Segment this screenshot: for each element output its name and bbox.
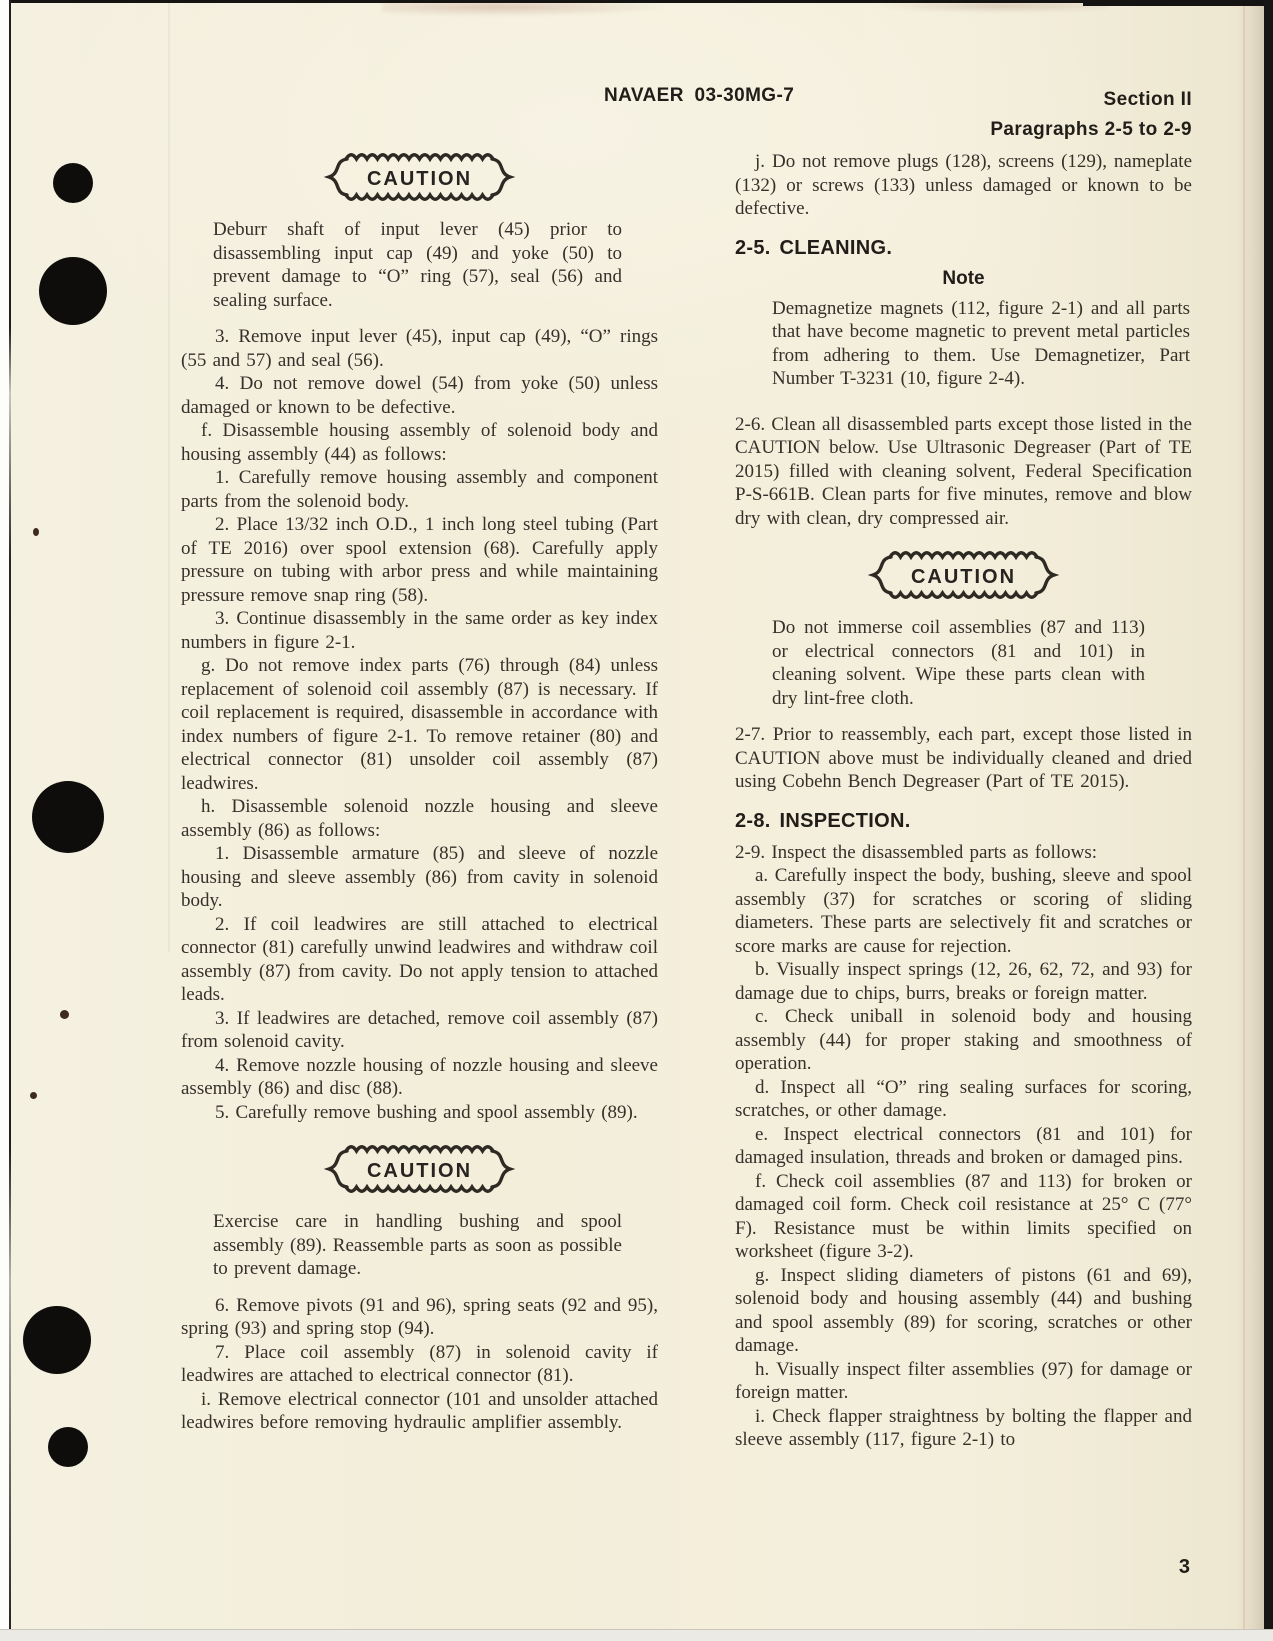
page-edge-shadow <box>1236 0 1266 1641</box>
paragraph: f. Check coil assemblies (87 and 113) for broken or damaged coil form. Check coil resistance at 25° C (77° F). Resistance must be within limits specified on worksheet (figure 3-2). <box>735 1170 1192 1262</box>
paragraph: i. Check flapper straightness by bolting the flapper and sleeve assembly (117, figure 2-1) to <box>735 1405 1192 1450</box>
scan-smudge <box>382 1 667 16</box>
section-label: Section II <box>1103 89 1192 110</box>
header-section-block <box>990 85 1192 145</box>
paragraph: 3. If leadwires are detached, remove coil assembly (87) from solenoid cavity. <box>181 1007 658 1052</box>
punch-hole <box>39 257 107 325</box>
ink-speck <box>30 1092 37 1099</box>
paragraph: g. Do not remove index parts (76) through (84) unless replacement of solenoid coil assembly (87) is necessary. If coil replacement is required, disassemble in accordance with index numbers of figure 2-1. To remove retainer (80) and electrical connector (81) unsolder coil assembly (87) leadwires. <box>181 655 658 794</box>
paragraph-range-label: Paragraphs 2-5 to 2-9 <box>990 119 1192 140</box>
scan-edge-top <box>1083 0 1273 6</box>
paragraph: 5. Carefully remove bushing and spool assembly (89). <box>215 1101 638 1123</box>
caution-text: Do not immerse coil assemblies (87 and 113) or electrical connectors (81 and 101) in cleaning solvent. Wipe these parts clean with dry lint-free cloth. <box>772 617 1145 709</box>
paragraph: 6. Remove pivots (91 and 96), spring seats (92 and 95), spring (93) and spring stop (94). <box>181 1294 658 1339</box>
ink-speck <box>60 1010 69 1019</box>
paragraph: 2-6. Clean all disassembled parts except those listed in the CAUTION below. Use Ultrasonic Degreaser (Part of TE 2015) filled with cleaning solvent, Federal Specification P-S-661B. Clean parts for five minutes, remove and blow dry with clean, dry compressed air. <box>735 413 1192 529</box>
punch-hole <box>53 163 93 203</box>
scan-edge-left <box>0 0 9 1641</box>
paragraph: i. Remove electrical connector (101 and unsolder attached leadwires before removing hydraulic amplifier assembly. <box>181 1388 658 1433</box>
paper-crease <box>168 0 170 952</box>
paragraph: 1. Disassemble armature (85) and sleeve of nozzle housing and sleeve assembly (86) from cavity in solenoid body. <box>181 843 658 911</box>
note-text: Demagnetize magnets (112, figure 2-1) and all parts that have become magnetic to prevent metal particles from adhering to them. Use Demagnetizer, Part Number T-3231 (10, figure 2-4). <box>772 297 1190 389</box>
note-heading: Note <box>942 267 985 289</box>
paragraph: 2. Place 13/32 inch O.D., 1 inch long steel tubing (Part of TE 2016) over spool extension (68). Carefully apply pressure on tubing with arbor press and while maintaining pressure remove snap ring (58). <box>181 514 658 606</box>
document-number: NAVAER 03-30MG-7 <box>604 85 795 106</box>
paragraph: c. Check uniball in solenoid body and housing assembly (44) for proper staking and smoothness of operation. <box>735 1006 1192 1074</box>
paragraph: 3. Continue disassembly in the same order as key index numbers in figure 2-1. <box>181 608 658 653</box>
caution-label: CAUTION <box>910 566 1017 588</box>
paragraph: 4. Remove nozzle housing of nozzle housing and sleeve assembly (86) and disc (88). <box>181 1054 658 1099</box>
paragraph: 2-7. Prior to reassembly, each part, except those listed in CAUTION above must be individually cleaned and dried using Cobehn Bench Degreaser (Part of TE 2015). <box>735 724 1192 792</box>
caution-box <box>868 546 1059 604</box>
paragraph: f. Disassemble housing assembly of solenoid body and housing assembly (44) as follows: <box>181 420 658 465</box>
caution-box-border <box>324 1140 515 1198</box>
paragraph: j. Do not remove plugs (128), screens (129), nameplate (132) or screws (133) unless damaged or known to be defective. <box>735 151 1192 219</box>
caution-text: Exercise care in handling bushing and spool assembly (89). Reassemble parts as soon as possible to prevent damage. <box>213 1211 622 1279</box>
caution-box-border <box>868 546 1059 604</box>
section-heading: 2-8. INSPECTION. <box>735 809 911 832</box>
left-column <box>181 146 658 1435</box>
paragraph: 3. Remove input lever (45), input cap (49), “O” rings (55 and 57) and seal (56). <box>181 326 658 371</box>
paragraph: d. Inspect all “O” ring sealing surfaces for scoring, scratches, or other damage. <box>735 1076 1192 1121</box>
scan-edge-right <box>1264 0 1273 1641</box>
caution-label: CAUTION <box>366 1160 473 1182</box>
paper-crease <box>1243 0 1245 1641</box>
caution-box <box>324 148 515 206</box>
paragraph: 2-9. Inspect the disassembled parts as follows: <box>735 841 1098 863</box>
paragraph: h. Visually inspect filter assemblies (97) for damage or foreign matter. <box>735 1358 1192 1403</box>
caution-box-border <box>324 148 515 206</box>
paragraph: a. Carefully inspect the body, bushing, sleeve and spool assembly (37) for scratches or scoring of sliding diameters. These parts are selectively fit and scratches or score marks are cause for rejection. <box>735 865 1192 957</box>
paragraph: 7. Place coil assembly (87) in solenoid cavity if leadwires are attached to electrical connector (81). <box>181 1341 658 1386</box>
ink-speck <box>33 528 39 536</box>
right-column <box>735 150 1192 1452</box>
section-heading: 2-5. CLEANING. <box>735 236 893 259</box>
paragraph: 4. Do not remove dowel (54) from yoke (50) unless damaged or known to be defective. <box>181 373 658 418</box>
paragraph: 1. Carefully remove housing assembly and component parts from the solenoid body. <box>181 467 658 512</box>
scan-edge-left-line <box>9 0 11 1641</box>
paragraph: g. Inspect sliding diameters of pistons (61 and 69), solenoid body and housing assembly (44) and bushing and spool assembly (89) for scoring, scratches or other damage. <box>735 1264 1192 1356</box>
caution-label: CAUTION <box>366 168 473 190</box>
page-number: 3 <box>1178 1556 1190 1578</box>
paragraph: e. Inspect electrical connectors (81 and 101) for damaged insulation, threads and broken or damaged pins. <box>735 1123 1192 1168</box>
paragraph: h. Disassemble solenoid nozzle housing and sleeve assembly (86) as follows: <box>181 796 658 841</box>
paragraph: b. Visually inspect springs (12, 26, 62, 72, and 93) for damage due to chips, burrs, breaks or foreign matter. <box>735 959 1192 1004</box>
caution-box <box>324 1140 515 1198</box>
punch-hole <box>32 781 104 853</box>
paragraph: 2. If coil leadwires are still attached to electrical connector (81) carefully unwind leadwires and withdraw coil assembly (87) from cavity. Do not apply tension to attached leads. <box>181 913 658 1005</box>
caution-text: Deburr shaft of input lever (45) prior to disassembling input cap (49) and yoke (50) to prevent damage to “O” ring (57), seal (56) and sealing surface. <box>213 219 622 311</box>
scan-edge-bottom <box>0 1629 1273 1641</box>
punch-hole <box>23 1306 91 1374</box>
punch-hole <box>48 1427 88 1467</box>
